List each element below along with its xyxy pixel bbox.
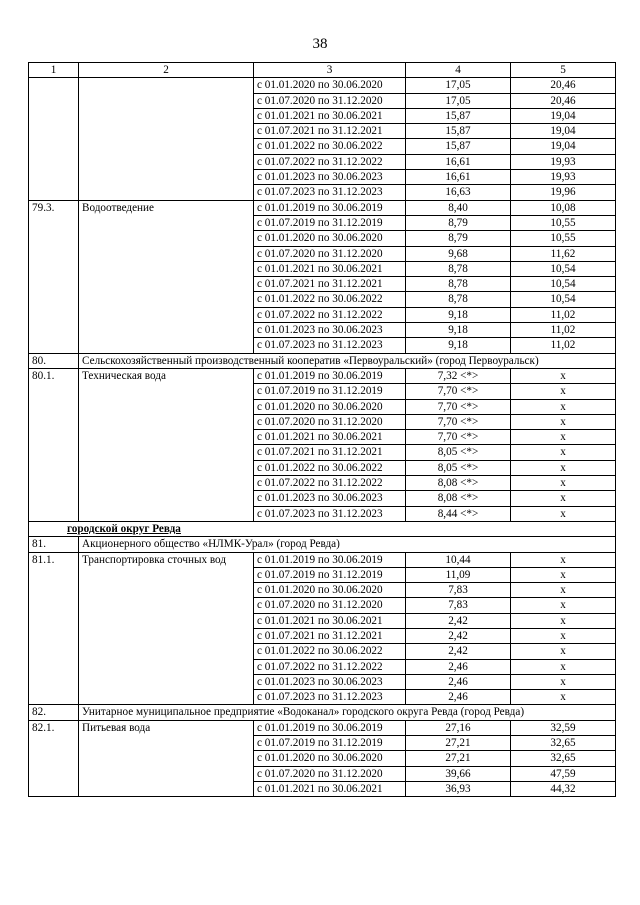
tariff-value-vat: x bbox=[511, 644, 616, 659]
period-cell: с 01.07.2020 по 31.12.2020 bbox=[254, 246, 406, 261]
tariff-value-vat: 10,55 bbox=[511, 215, 616, 230]
tariff-value-vat: 11,02 bbox=[511, 323, 616, 338]
period-cell: с 01.01.2021 по 30.06.2021 bbox=[254, 108, 406, 123]
tariff-value-vat: 10,54 bbox=[511, 261, 616, 276]
period-cell: с 01.07.2023 по 31.12.2023 bbox=[254, 506, 406, 521]
page-number: 38 bbox=[312, 36, 328, 52]
tariff-value-vat: 11,62 bbox=[511, 246, 616, 261]
tariff-value-vat: x bbox=[511, 460, 616, 475]
tariff-value-vat: 19,04 bbox=[511, 108, 616, 123]
period-cell: с 01.01.2023 по 30.06.2023 bbox=[254, 674, 406, 689]
period-cell: с 01.01.2023 по 30.06.2023 bbox=[254, 170, 406, 185]
tariff-value-vat: 11,02 bbox=[511, 307, 616, 322]
period-cell: с 01.01.2021 по 30.06.2021 bbox=[254, 781, 406, 796]
period-cell: с 01.01.2019 по 30.06.2019 bbox=[254, 720, 406, 735]
tariff-value: 15,87 bbox=[406, 139, 511, 154]
period-cell: с 01.01.2019 по 30.06.2019 bbox=[254, 200, 406, 215]
column-header: 4 bbox=[406, 63, 511, 78]
tariff-value-vat: 10,55 bbox=[511, 231, 616, 246]
tariff-value: 9,18 bbox=[406, 338, 511, 353]
tariff-value: 8,78 bbox=[406, 292, 511, 307]
period-cell: с 01.01.2023 по 30.06.2023 bbox=[254, 491, 406, 506]
tariff-value-vat: 10,54 bbox=[511, 277, 616, 292]
service-name: Питьевая вода bbox=[79, 720, 254, 796]
period-cell: с 01.01.2022 по 30.06.2022 bbox=[254, 460, 406, 475]
period-cell: с 01.07.2023 по 31.12.2023 bbox=[254, 690, 406, 705]
tariff-value: 17,05 bbox=[406, 93, 511, 108]
tariff-value: 16,61 bbox=[406, 154, 511, 169]
tariff-value-vat: x bbox=[511, 552, 616, 567]
item-number: 79.3. bbox=[29, 200, 79, 353]
column-header: 5 bbox=[511, 63, 616, 78]
period-cell: с 01.01.2021 по 30.06.2021 bbox=[254, 261, 406, 276]
item-number: 81. bbox=[29, 537, 79, 552]
period-cell: с 01.01.2022 по 30.06.2022 bbox=[254, 139, 406, 154]
tariff-value: 8,08 <*> bbox=[406, 491, 511, 506]
item-number: 80.1. bbox=[29, 368, 79, 521]
service-name: Водоотведение bbox=[79, 200, 254, 353]
tariff-value: 7,70 <*> bbox=[406, 384, 511, 399]
tariff-table-body bbox=[29, 63, 616, 797]
period-cell: с 01.07.2022 по 31.12.2022 bbox=[254, 476, 406, 491]
period-cell: с 01.07.2022 по 31.12.2022 bbox=[254, 659, 406, 674]
item-number: 81.1. bbox=[29, 552, 79, 705]
period-cell: с 01.07.2019 по 31.12.2019 bbox=[254, 567, 406, 582]
table-row bbox=[29, 552, 616, 567]
tariff-value: 8,05 <*> bbox=[406, 445, 511, 460]
organization-row bbox=[29, 353, 616, 368]
tariff-value-vat: x bbox=[511, 384, 616, 399]
period-cell: с 01.07.2023 по 31.12.2023 bbox=[254, 185, 406, 200]
period-cell: с 01.01.2019 по 30.06.2019 bbox=[254, 368, 406, 383]
tariff-value: 27,16 bbox=[406, 720, 511, 735]
table-row bbox=[29, 368, 616, 383]
tariff-value-vat: x bbox=[511, 628, 616, 643]
tariff-value: 2,42 bbox=[406, 613, 511, 628]
tariff-value: 2,46 bbox=[406, 690, 511, 705]
tariff-value-vat: 10,08 bbox=[511, 200, 616, 215]
period-cell: с 01.07.2021 по 31.12.2021 bbox=[254, 628, 406, 643]
tariff-value: 2,46 bbox=[406, 674, 511, 689]
period-cell: с 01.01.2020 по 30.06.2020 bbox=[254, 399, 406, 414]
item-number: 82. bbox=[29, 705, 79, 720]
tariff-value-vat: x bbox=[511, 476, 616, 491]
period-cell: с 01.07.2020 по 31.12.2020 bbox=[254, 414, 406, 429]
tariff-value-vat: x bbox=[511, 414, 616, 429]
period-cell: с 01.07.2022 по 31.12.2022 bbox=[254, 154, 406, 169]
tariff-value-vat: x bbox=[511, 674, 616, 689]
tariff-value-vat: x bbox=[511, 659, 616, 674]
tariff-value: 7,70 <*> bbox=[406, 430, 511, 445]
table-row bbox=[29, 200, 616, 215]
tariff-value: 9,68 bbox=[406, 246, 511, 261]
service-name: Транспортировка сточных вод bbox=[79, 552, 254, 705]
tariff-value: 27,21 bbox=[406, 751, 511, 766]
tariff-value-vat: x bbox=[511, 430, 616, 445]
tariff-value-vat: 44,32 bbox=[511, 781, 616, 796]
service-name bbox=[79, 78, 254, 200]
tariff-value-vat: 20,46 bbox=[511, 78, 616, 93]
organization-name: Унитарное муниципальное предприятие «Водоканал» городского округа Ревда (город Ревда) bbox=[79, 705, 616, 720]
column-header: 1 bbox=[29, 63, 79, 78]
tariff-value-vat: 19,93 bbox=[511, 154, 616, 169]
tariff-value: 15,87 bbox=[406, 108, 511, 123]
period-cell: с 01.07.2023 по 31.12.2023 bbox=[254, 338, 406, 353]
tariff-value-vat: 32,65 bbox=[511, 751, 616, 766]
tariff-value: 7,83 bbox=[406, 583, 511, 598]
period-cell: с 01.07.2021 по 31.12.2021 bbox=[254, 445, 406, 460]
period-cell: с 01.01.2022 по 30.06.2022 bbox=[254, 644, 406, 659]
tariff-value: 8,78 bbox=[406, 277, 511, 292]
tariff-value-vat: x bbox=[511, 506, 616, 521]
section-title: городской округ Ревда bbox=[29, 521, 616, 536]
tariff-value-vat: 19,04 bbox=[511, 124, 616, 139]
item-number: 82.1. bbox=[29, 720, 79, 796]
tariff-value: 9,18 bbox=[406, 323, 511, 338]
period-cell: с 01.01.2022 по 30.06.2022 bbox=[254, 292, 406, 307]
section-row bbox=[29, 521, 616, 536]
tariff-value-vat: 11,02 bbox=[511, 338, 616, 353]
period-cell: с 01.07.2019 по 31.12.2019 bbox=[254, 215, 406, 230]
period-cell: с 01.07.2020 по 31.12.2020 bbox=[254, 598, 406, 613]
tariff-table bbox=[28, 62, 616, 797]
tariff-value: 16,63 bbox=[406, 185, 511, 200]
table-header-row bbox=[29, 63, 616, 78]
tariff-value: 7,32 <*> bbox=[406, 368, 511, 383]
tariff-value: 17,05 bbox=[406, 78, 511, 93]
period-cell: с 01.01.2019 по 30.06.2019 bbox=[254, 552, 406, 567]
tariff-value-vat: x bbox=[511, 598, 616, 613]
period-cell: с 01.01.2020 по 30.06.2020 bbox=[254, 231, 406, 246]
organization-name: Сельскохозяйственный производственный кооператив «Первоуральский» (город Первоуральск) bbox=[79, 353, 616, 368]
service-name: Техническая вода bbox=[79, 368, 254, 521]
tariff-value: 8,79 bbox=[406, 231, 511, 246]
tariff-value-vat: x bbox=[511, 445, 616, 460]
tariff-value: 16,61 bbox=[406, 170, 511, 185]
item-number: 80. bbox=[29, 353, 79, 368]
period-cell: с 01.01.2020 по 30.06.2020 bbox=[254, 78, 406, 93]
tariff-value: 9,18 bbox=[406, 307, 511, 322]
period-cell: с 01.01.2021 по 30.06.2021 bbox=[254, 613, 406, 628]
column-header: 3 bbox=[254, 63, 406, 78]
tariff-value-vat: 20,46 bbox=[511, 93, 616, 108]
tariff-value-vat: 47,59 bbox=[511, 766, 616, 781]
tariff-value-vat: 10,54 bbox=[511, 292, 616, 307]
tariff-value: 11,09 bbox=[406, 567, 511, 582]
tariff-value: 7,70 <*> bbox=[406, 399, 511, 414]
tariff-value-vat: x bbox=[511, 583, 616, 598]
period-cell: с 01.07.2020 по 31.12.2020 bbox=[254, 93, 406, 108]
table-row bbox=[29, 78, 616, 93]
tariff-value-vat: 19,93 bbox=[511, 170, 616, 185]
period-cell: с 01.01.2020 по 30.06.2020 bbox=[254, 583, 406, 598]
tariff-value: 15,87 bbox=[406, 124, 511, 139]
period-cell: с 01.01.2020 по 30.06.2020 bbox=[254, 751, 406, 766]
tariff-value: 27,21 bbox=[406, 736, 511, 751]
tariff-value: 7,83 bbox=[406, 598, 511, 613]
table-row bbox=[29, 720, 616, 735]
tariff-value: 2,42 bbox=[406, 628, 511, 643]
tariff-value: 2,46 bbox=[406, 659, 511, 674]
period-cell: с 01.07.2019 по 31.12.2019 bbox=[254, 384, 406, 399]
period-cell: с 01.01.2021 по 30.06.2021 bbox=[254, 430, 406, 445]
period-cell: с 01.07.2022 по 31.12.2022 bbox=[254, 307, 406, 322]
period-cell: с 01.07.2021 по 31.12.2021 bbox=[254, 277, 406, 292]
item-number bbox=[29, 78, 79, 200]
tariff-value-vat: x bbox=[511, 567, 616, 582]
period-cell: с 01.07.2019 по 31.12.2019 bbox=[254, 736, 406, 751]
organization-row bbox=[29, 537, 616, 552]
tariff-value: 8,78 bbox=[406, 261, 511, 276]
tariff-value-vat: x bbox=[511, 613, 616, 628]
organization-name: Акционерного общество «НЛМК-Урал» (город Ревда) bbox=[79, 537, 616, 552]
tariff-value-vat: x bbox=[511, 399, 616, 414]
tariff-value: 39,66 bbox=[406, 766, 511, 781]
tariff-value-vat: 19,04 bbox=[511, 139, 616, 154]
tariff-value-vat: x bbox=[511, 368, 616, 383]
tariff-value: 8,40 bbox=[406, 200, 511, 215]
period-cell: с 01.07.2020 по 31.12.2020 bbox=[254, 766, 406, 781]
organization-row bbox=[29, 705, 616, 720]
tariff-value: 8,08 <*> bbox=[406, 476, 511, 491]
tariff-value-vat: x bbox=[511, 491, 616, 506]
tariff-value-vat: 32,59 bbox=[511, 720, 616, 735]
tariff-value: 8,44 <*> bbox=[406, 506, 511, 521]
tariff-value: 2,42 bbox=[406, 644, 511, 659]
tariff-value-vat: x bbox=[511, 690, 616, 705]
tariff-value: 8,05 <*> bbox=[406, 460, 511, 475]
tariff-value: 8,79 bbox=[406, 215, 511, 230]
column-header: 2 bbox=[79, 63, 254, 78]
tariff-value-vat: 19,96 bbox=[511, 185, 616, 200]
tariff-value-vat: 32,65 bbox=[511, 736, 616, 751]
tariff-value: 36,93 bbox=[406, 781, 511, 796]
tariff-value: 7,70 <*> bbox=[406, 414, 511, 429]
tariff-value: 10,44 bbox=[406, 552, 511, 567]
period-cell: с 01.07.2021 по 31.12.2021 bbox=[254, 124, 406, 139]
period-cell: с 01.01.2023 по 30.06.2023 bbox=[254, 323, 406, 338]
